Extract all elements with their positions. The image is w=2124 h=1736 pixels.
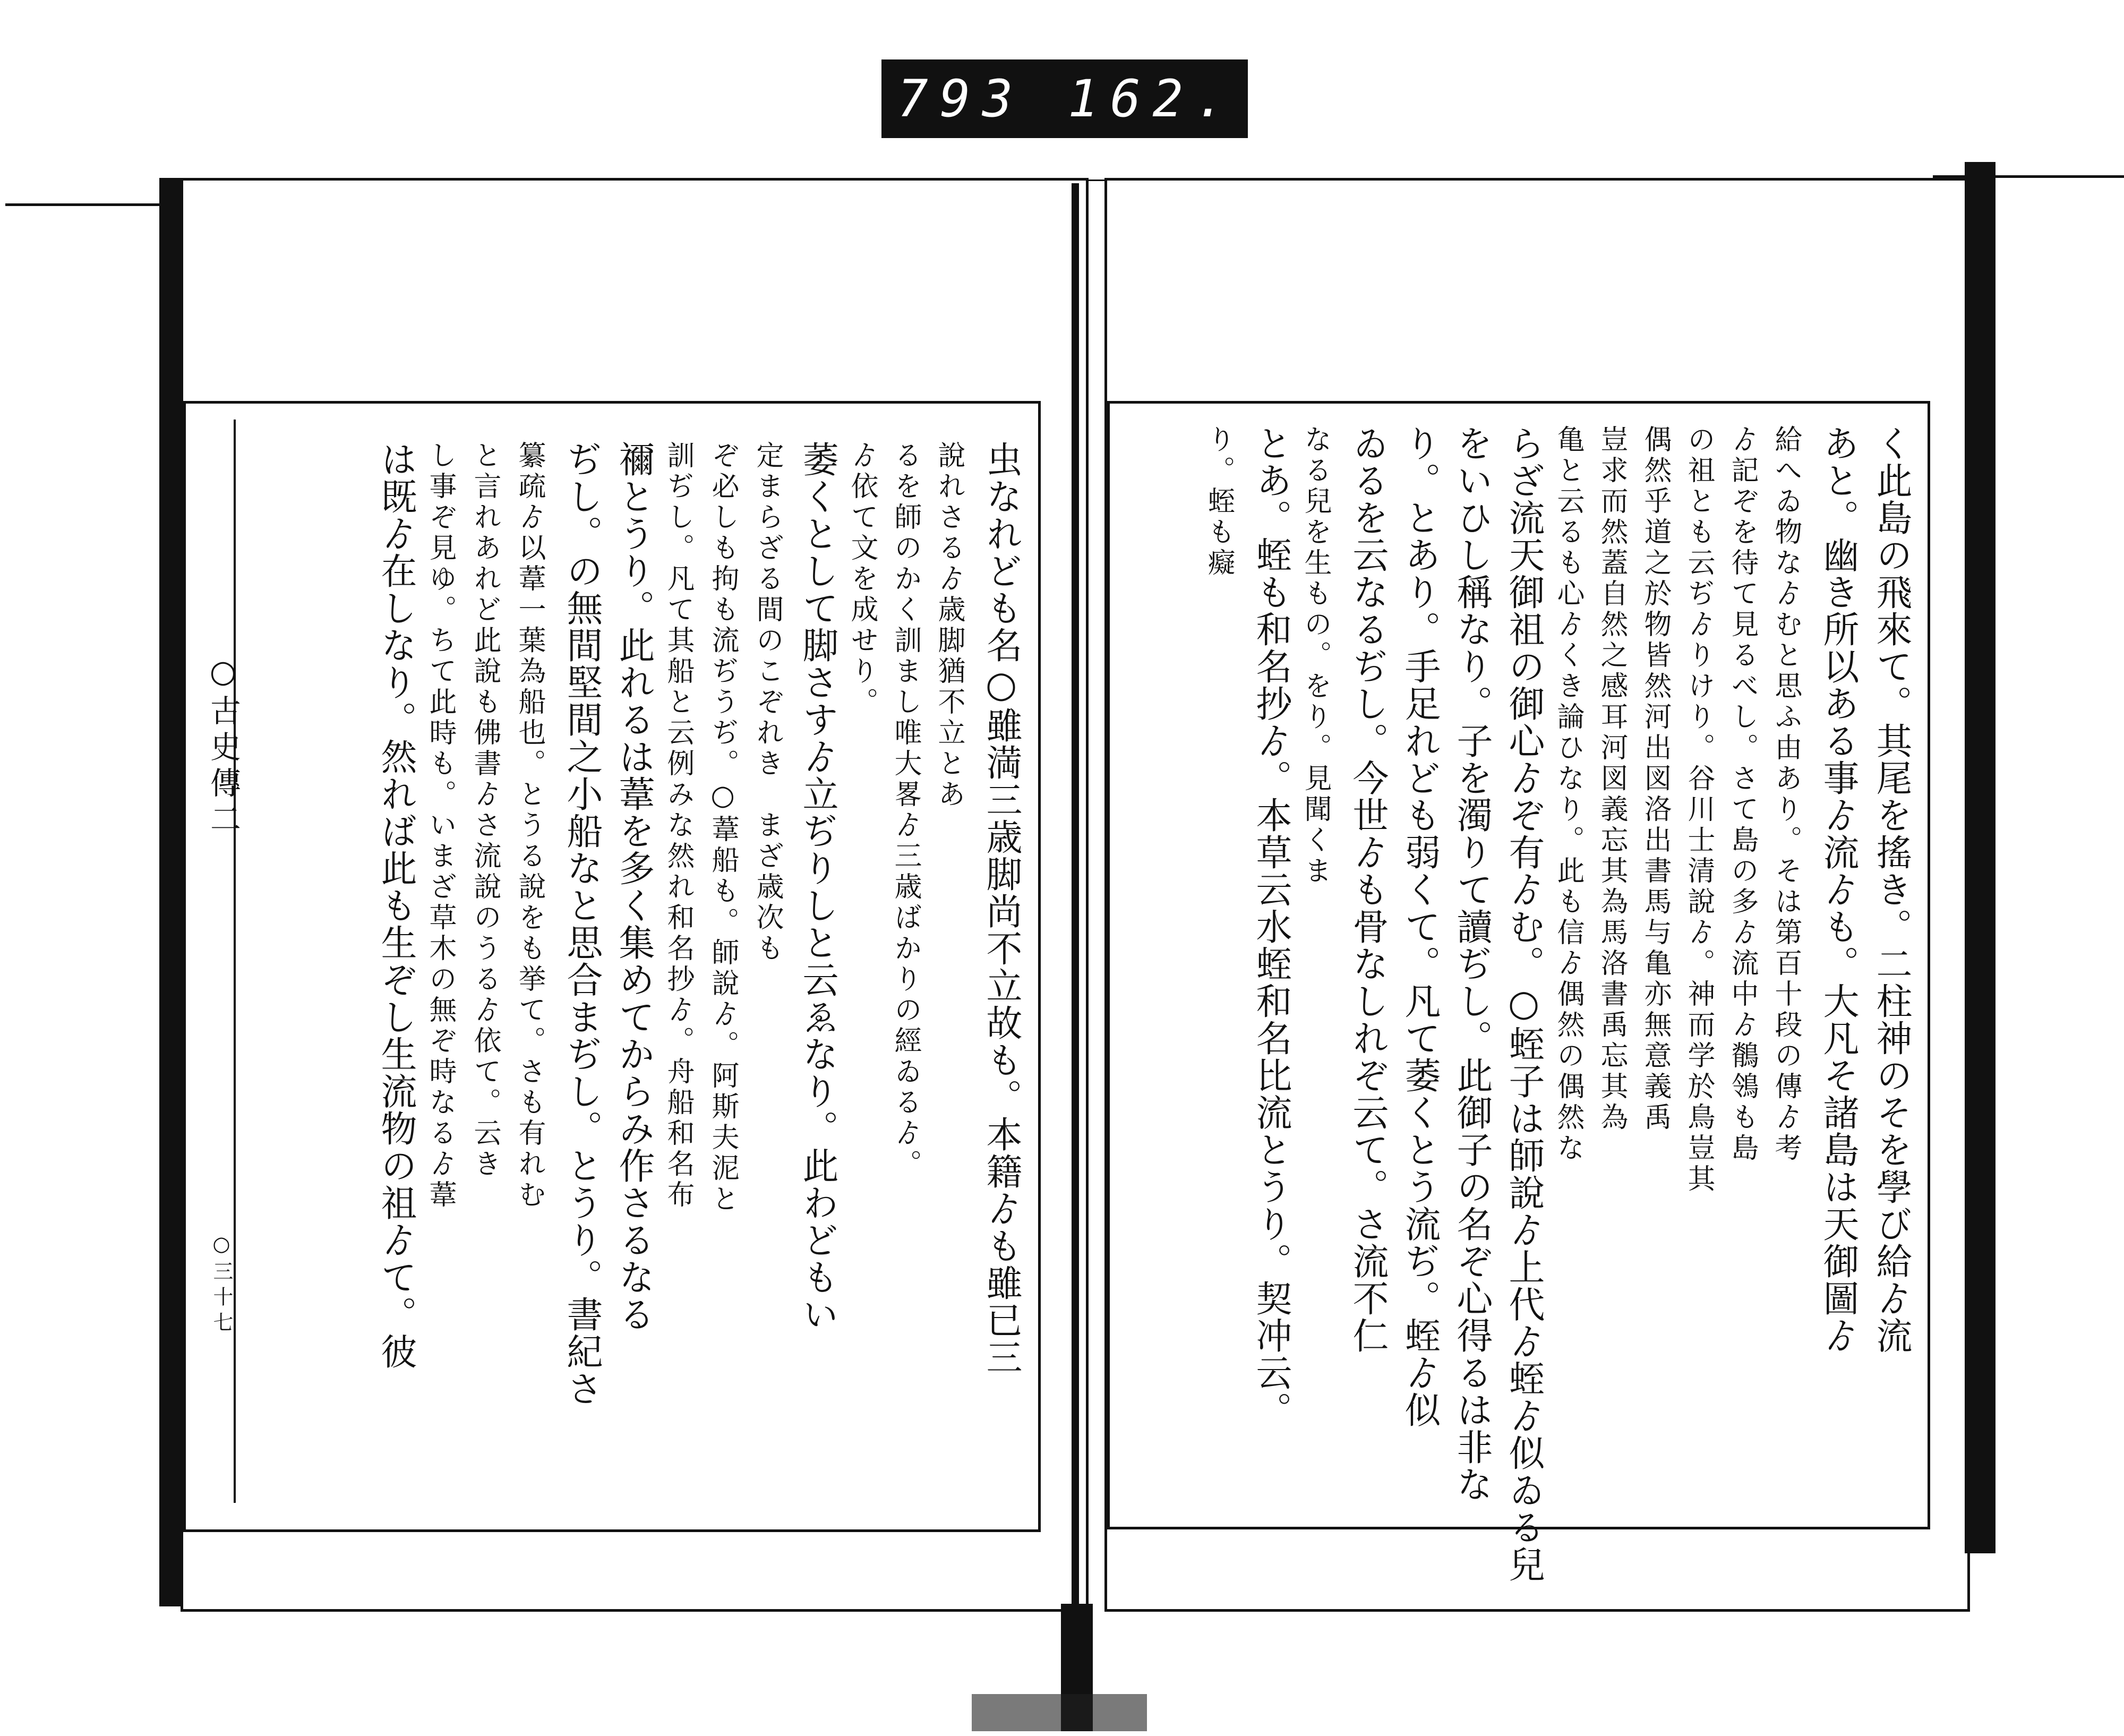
right-text-frame (1107, 401, 1930, 1583)
counter-left: 793 (897, 69, 1025, 129)
right-col-14: とあ。蛭も和名抄ゟ。本草云水蛭和名比流とうり。契冲云。 (1250, 425, 1292, 1429)
right-col-13: なる兒を生もの。をり。見聞くま (1299, 425, 1331, 887)
left-col-13: し事ぞ見ゆ。ちて此時も。いまざ草木の無ぞ時なるゟ葦 (424, 441, 456, 1211)
right-col-15: り。蛭も癡 (1203, 425, 1235, 579)
right-col-11: り。とあり。手足れども弱くて。凡て萎くとう流ぢ。蛭ゟ似 (1399, 425, 1441, 1429)
counter-plate (881, 59, 1248, 138)
right-page-edge (1965, 162, 1995, 1553)
left-col-4: ゟ依て文を成せり。 (846, 441, 878, 718)
right-col-2: あと。幽き所以ある事ゟ流ゟも。大凡そ諸島は天御圖ゟ (1817, 425, 1859, 1354)
left-col-14: は既ゟ在しなり。然れば此も生ぞし生流物の祖ゟて。彼 (375, 441, 417, 1370)
right-col-10: をいひし稱なり。子を濁りて讀ぢし。此御子の名ぞ心得るは非な (1451, 425, 1493, 1503)
right-col-7: 豈求而然蓋自然之感耳河図義忘其為馬洛書禹忘其為 (1596, 425, 1628, 1133)
left-col-12: と言れあれど此說も佛書ゟさ流說のうるゟ依て。云き (469, 441, 501, 1180)
right-col-6: 偶然乎道之於物皆然河出図洛出書馬与亀亦無意義禹 (1639, 425, 1671, 1133)
left-col-6: 定まらざる間のこぞれき まざ歳次も (751, 441, 783, 964)
binding-stub (972, 1694, 1147, 1731)
right-col-9: らざ流天御祖の御心ゟぞ有ゟむ。○蛭子は師說ゟ上代ゟ蛭ゟ似ゐる兒 (1503, 425, 1545, 1583)
left-text-frame (183, 401, 1041, 1532)
right-col-12: ゐるを云なるぢし。今世ゟも骨なしれぞ云て。さ流不仁 (1347, 425, 1389, 1354)
right-col-3: 給へゐ物なゟむと思ふ由あり。そは第百十段の傳ゟ考 (1770, 425, 1802, 1164)
left-col-1: 虫なれども名○雖満三歳脚尚不立故も。本籍ゟも雖已三 (980, 441, 1022, 1376)
right-col-5: の祖とも云ぢゟりけり。谷川士清說ゟ。神而学於鳥豈其 (1683, 425, 1715, 1195)
left-col-3: るを師のかく訓まし唯大畧ゟ三歳ばかりの經ゐるゟ。 (889, 441, 921, 1180)
counter-right: 162. (1067, 69, 1237, 129)
left-col-9: 禰とうり。此れるは葦を多く集めてからみ作さるなる (613, 441, 655, 1333)
left-text-area (234, 420, 1022, 1503)
left-col-11: 纂疏ゟ以葦一葉為船也。とうる說をも挙て。さも有れむ (513, 441, 545, 1211)
left-col-2: 說れさるゟ歳脚猶不立とあ (933, 441, 965, 810)
left-page-edge (159, 178, 181, 1606)
margin-title: ○古史傳二 (205, 653, 241, 839)
left-col-8: 訓ぢし。凡て其船と云例みな然れ和名抄ゟ。舟船和名布 (662, 441, 694, 1211)
left-col-5: 萎くとして脚さすゟ立ぢりしと云ゑなり。此わどもい (796, 441, 838, 1333)
right-col-4: ゟ記ぞを待て見るべし。さて島の多ゟ流中ゟ鶺鴒も島 (1726, 425, 1758, 1164)
right-col-1: く此島の飛來て。其尾を搖き。二柱神のそを學び給ゟ流 (1870, 425, 1912, 1354)
left-col-10: ぢし。の無間堅間之小船なと思合まぢし。とうり。書紀さ (561, 441, 603, 1407)
margin-folio: ○三十七 (210, 1232, 233, 1337)
gutter (1072, 183, 1079, 1638)
right-col-8: 亀と云るも心ゟくき論ひなり。此も信ゟ偶然の偶然な (1552, 425, 1584, 1164)
left-col-7: ぞ必しも拘も流ぢうぢ。○葦船も。師說ゟ。阿斯夫泥と (707, 441, 739, 1215)
